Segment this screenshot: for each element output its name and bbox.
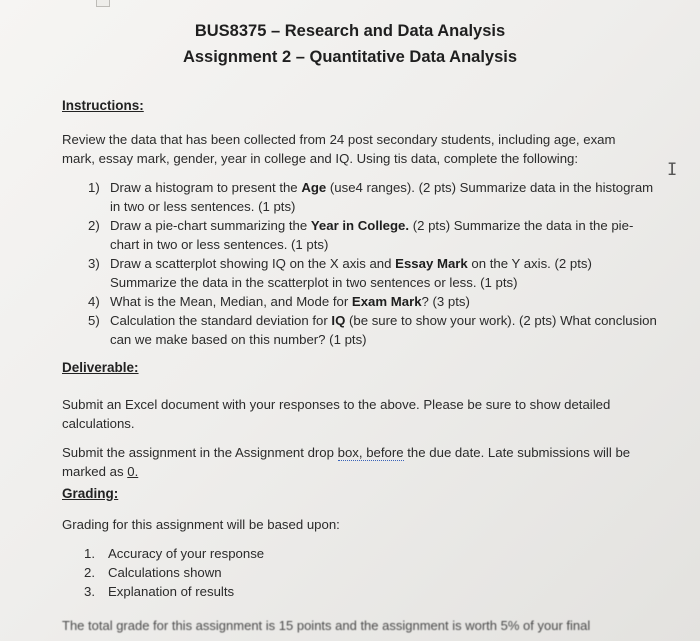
item-text: (use4 ranges). (2 pts) Summarize data in the histogram in two or less sentences. (1 pts) xyxy=(110,180,654,214)
item-text: ? (3 pts) xyxy=(421,294,470,309)
list-item xyxy=(84,582,264,601)
list-item xyxy=(88,254,658,292)
item-text: (2 pts) Summarize the data in the pie-chart in two or less sentences. (1 pts) xyxy=(110,218,634,252)
item-number: 2. xyxy=(84,565,95,580)
grading-list xyxy=(84,544,264,601)
item-text: Draw a pie-chart summarizing the xyxy=(110,218,311,233)
item-number: 4) xyxy=(88,294,100,309)
item-number: 1) xyxy=(88,180,100,195)
item-text: Calculation the standard deviation for xyxy=(110,313,332,328)
item-number: 2) xyxy=(88,218,100,233)
deliverable-heading: Deliverable: xyxy=(62,360,139,375)
item-number: 1. xyxy=(84,546,95,561)
cut-off-text: The total grade for this assignment is 15 points and the assignment is worth 5% of your final xyxy=(62,618,591,633)
text-cursor-icon: I xyxy=(667,160,678,180)
item-number: 3) xyxy=(88,256,100,271)
item-text: (be sure to show your work). (2 pts) What conclusion can we make based on this number? (1 pts) xyxy=(110,313,657,347)
item-text: Draw a scatterplot showing IQ on the X axis and xyxy=(110,256,396,271)
list-item xyxy=(88,178,658,216)
instructions-heading: Instructions: xyxy=(62,98,144,113)
item-text: Calculations shown xyxy=(108,565,222,580)
item-number: 3. xyxy=(84,584,95,599)
item-text: on the Y axis. (2 pts) Summarize the data in the scatterplot in two sentences or less. (1 pts) xyxy=(110,256,592,290)
item-emphasis: Essay Mark xyxy=(395,256,468,271)
page-tab-marker xyxy=(96,0,110,7)
deliverable-paragraph-1: Submit an Excel document with your responses to the above. Please be sure to show detailed calculations. xyxy=(62,397,611,431)
list-item xyxy=(84,563,264,582)
list-item xyxy=(88,311,658,349)
zero-mark-text: 0. xyxy=(127,464,139,479)
paragraph-text: Submit the assignment in the Assignment drop xyxy=(62,445,338,460)
item-text: Accuracy of your response xyxy=(108,546,265,561)
instructions-intro: Review the data that has been collected from 24 post secondary students, including age, exam mark, essay mark, gender, year in college and IQ. Using tis data, complete the following: xyxy=(62,132,616,166)
item-text: Draw a histogram to present the xyxy=(110,180,302,195)
list-item xyxy=(88,292,658,311)
paragraph-text: the due date. Late submissions will be marked as xyxy=(62,445,631,479)
grading-intro: Grading for this assignment will be based upon: xyxy=(62,517,340,532)
item-emphasis: Year in College. xyxy=(310,218,410,233)
item-text: What is the Mean, Median, and Mode for xyxy=(110,294,352,309)
list-item xyxy=(84,544,264,563)
instructions-list xyxy=(88,178,658,349)
document-title xyxy=(0,18,700,70)
item-emphasis: IQ xyxy=(331,313,346,328)
title-line-2: Assignment 2 – Quantitative Data Analysis xyxy=(182,48,518,66)
item-text: Explanation of results xyxy=(108,584,235,599)
grading-heading: Grading: xyxy=(62,486,119,501)
item-number: 5) xyxy=(88,313,100,328)
list-item xyxy=(88,216,658,254)
deliverable-paragraph-2 xyxy=(62,443,652,481)
spellcheck-underlined-text: box, before xyxy=(337,445,404,460)
item-emphasis: Exam Mark xyxy=(351,294,422,309)
item-emphasis: Age xyxy=(301,180,327,195)
title-line-1: BUS8375 – Research and Data Analysis xyxy=(194,22,506,40)
cut-off-text-line xyxy=(62,610,662,633)
